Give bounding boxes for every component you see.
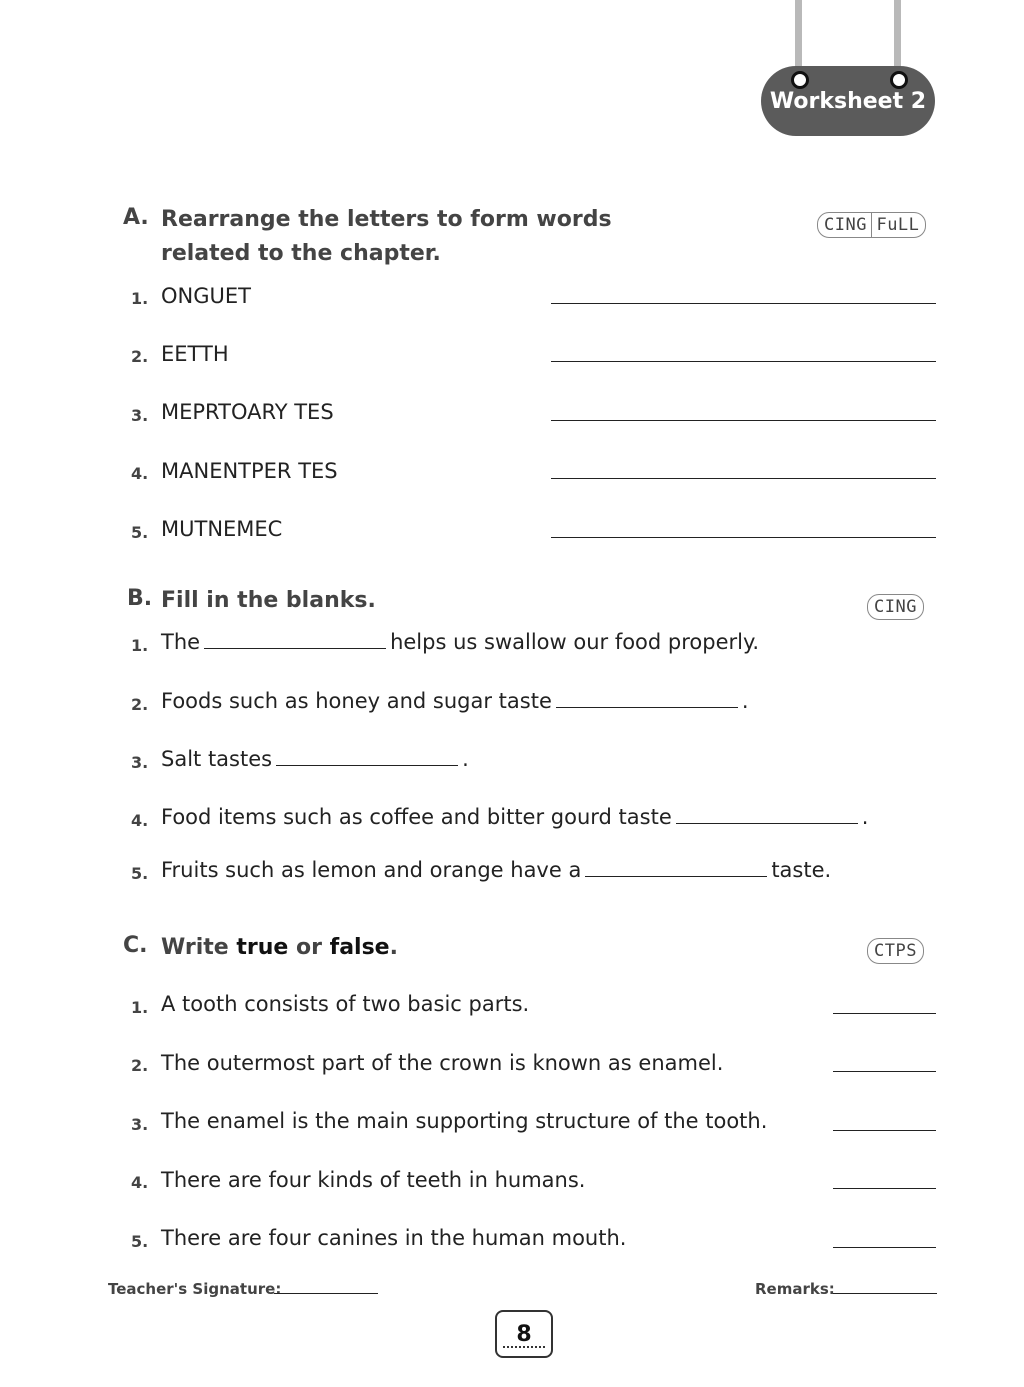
answer-line[interactable] bbox=[551, 478, 936, 479]
item-number: 3. bbox=[131, 753, 149, 772]
item-number: 1. bbox=[131, 636, 149, 655]
fill-blank-sentence bbox=[161, 805, 868, 829]
answer-line[interactable] bbox=[551, 420, 936, 421]
item-number: 5. bbox=[131, 864, 149, 883]
item-number: 1. bbox=[131, 998, 149, 1017]
section-a-title: Rearrange the letters to form words related to the chapter. bbox=[161, 207, 612, 266]
item-number: 2. bbox=[131, 347, 149, 366]
sentence-end: taste. bbox=[771, 858, 832, 882]
answer-line[interactable] bbox=[833, 1013, 936, 1014]
title-true: true bbox=[236, 935, 289, 960]
section-c-title bbox=[161, 931, 721, 965]
statement-text: The outermost part of the crown is known as enamel. bbox=[161, 1051, 724, 1075]
blank-field[interactable] bbox=[556, 689, 738, 708]
section-c-letter: C. bbox=[123, 933, 148, 958]
item-number: 5. bbox=[131, 523, 149, 542]
title-false: false bbox=[329, 935, 390, 960]
blank-field[interactable] bbox=[585, 858, 767, 877]
sentence-end: helps us swallow our food properly. bbox=[390, 630, 760, 654]
statement-text: A tooth consists of two basic parts. bbox=[161, 992, 530, 1016]
section-a-letter: A. bbox=[123, 205, 149, 230]
item-number: 3. bbox=[131, 406, 149, 425]
sentence-end: . bbox=[861, 805, 869, 829]
sentence-end: . bbox=[462, 747, 469, 771]
badge-cing: CING bbox=[874, 597, 917, 617]
remarks-label: Remarks: bbox=[755, 1280, 835, 1298]
answer-line[interactable] bbox=[551, 303, 936, 304]
teacher-signature-label: Teacher's Signature: bbox=[108, 1280, 282, 1298]
item-number: 5. bbox=[131, 1232, 149, 1251]
blank-field[interactable] bbox=[676, 805, 858, 824]
sentence-start: Foods such as honey and sugar taste bbox=[161, 689, 552, 713]
answer-line[interactable] bbox=[833, 1130, 936, 1131]
answer-line[interactable] bbox=[833, 1188, 936, 1189]
fill-blank-sentence bbox=[161, 630, 759, 654]
title-part: or bbox=[288, 935, 330, 960]
item-number: 4. bbox=[131, 811, 149, 830]
scrambled-word: ONGUET bbox=[161, 284, 251, 308]
scrambled-word: EETTH bbox=[161, 342, 229, 366]
section-b-letter: B. bbox=[127, 586, 153, 611]
signature-line[interactable] bbox=[274, 1293, 378, 1294]
fill-blank-sentence bbox=[161, 747, 469, 771]
fill-blank-sentence bbox=[161, 858, 831, 882]
item-number: 2. bbox=[131, 1056, 149, 1075]
remarks-line[interactable] bbox=[833, 1293, 937, 1294]
item-number: 4. bbox=[131, 464, 149, 483]
scrambled-word: MUTNEMEC bbox=[161, 517, 283, 541]
item-number: 1. bbox=[131, 289, 149, 308]
sentence-start: Food items such as coffee and bitter gourd taste bbox=[161, 805, 672, 829]
answer-line[interactable] bbox=[551, 361, 936, 362]
page-number: 8 bbox=[516, 1321, 532, 1347]
section-a-badge bbox=[817, 212, 926, 238]
section-b-badge bbox=[867, 594, 924, 620]
item-number: 3. bbox=[131, 1115, 149, 1134]
section-b-title: Fill in the blanks. bbox=[161, 588, 376, 613]
answer-line[interactable] bbox=[833, 1071, 936, 1072]
worksheet-title: Worksheet 2 bbox=[769, 88, 927, 114]
sentence-end: . bbox=[741, 689, 749, 713]
statement-text: There are four kinds of teeth in humans. bbox=[161, 1168, 586, 1192]
tag-hole-right bbox=[890, 71, 908, 89]
answer-line[interactable] bbox=[551, 537, 936, 538]
fill-blank-sentence bbox=[161, 689, 749, 713]
badge-full: FuLL bbox=[876, 215, 920, 235]
badge-separator bbox=[871, 213, 873, 237]
item-number: 4. bbox=[131, 1173, 149, 1192]
tag-hole-left bbox=[791, 71, 809, 89]
page-number-box bbox=[495, 1310, 553, 1358]
section-c-badge bbox=[867, 938, 924, 964]
page-box-dots bbox=[503, 1346, 545, 1353]
worksheet-tag bbox=[761, 66, 935, 136]
answer-line[interactable] bbox=[833, 1247, 936, 1248]
sentence-start: Fruits such as lemon and orange have a bbox=[161, 858, 582, 882]
badge-ctps: CTPS bbox=[874, 941, 917, 961]
statement-text: There are four canines in the human mouth. bbox=[161, 1226, 627, 1250]
title-part: . bbox=[389, 935, 398, 960]
sentence-start: Salt tastes bbox=[161, 747, 273, 771]
sentence-start: The bbox=[161, 630, 201, 654]
blank-field[interactable] bbox=[276, 747, 458, 766]
scrambled-word: MANENTPER TES bbox=[161, 459, 338, 483]
badge-cing: CING bbox=[824, 215, 867, 235]
statement-text: The enamel is the main supporting structure of the tooth. bbox=[161, 1109, 768, 1133]
item-number: 2. bbox=[131, 695, 149, 714]
title-part: Write bbox=[161, 935, 237, 960]
scrambled-word: MEPRTOARY TES bbox=[161, 400, 334, 424]
blank-field[interactable] bbox=[204, 630, 386, 649]
